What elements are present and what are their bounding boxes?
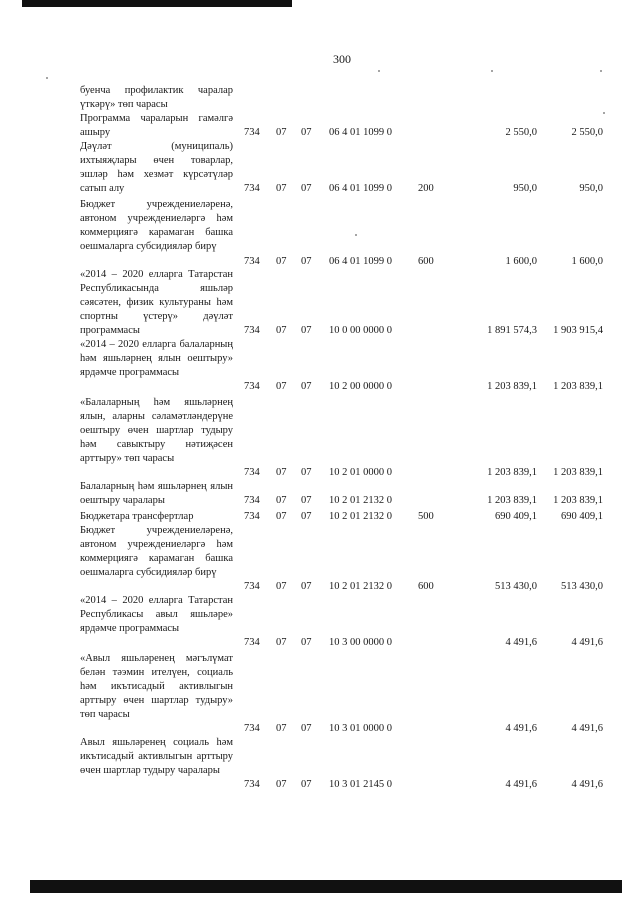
amount-year-1: 1 203 839,1: [487, 495, 537, 506]
row-description: Бюджетара трансфертлар: [80, 511, 194, 522]
expense-type-code: 200: [418, 183, 434, 194]
row-description: Бюджет учреждениеләренә, автоном учреждениеләргә һәм коммерциягә карамаган башка оешмаларга субсидияләр бирү: [80, 525, 233, 578]
subsection-code: 07: [301, 256, 312, 267]
target-article-code: 06 4 01 1099 0: [329, 256, 392, 267]
target-article-code: 06 4 01 1099 0: [329, 127, 392, 138]
expense-type-code: 600: [418, 256, 434, 267]
row-description: «Авыл яшьләренең мәгълүмат белән тәэмин ителүен, социаль һәм икътисадый активлыгын арттыру өчен шартлар тудыру» төп чарасы: [80, 653, 233, 720]
scan-speck: [378, 70, 380, 72]
row-description: «2014 – 2020 елларга Татарстан Республикасында яшьләр сәясәтен, физик культураны һәм спортны үстерү» дәүләт программасы: [80, 269, 233, 336]
row-description: буенча профилактик чаралар үткәрү» төп чарасы: [80, 85, 233, 110]
page-number: 300: [333, 52, 351, 66]
admin-code: 734: [244, 495, 260, 506]
section-code: 07: [276, 511, 287, 522]
amount-year-1: 950,0: [513, 183, 537, 194]
amount-year-1: 1 203 839,1: [487, 467, 537, 478]
subsection-code: 07: [301, 581, 312, 592]
target-article-code: 10 2 00 0000 0: [329, 381, 392, 392]
admin-code: 734: [244, 256, 260, 267]
section-code: 07: [276, 183, 287, 194]
amount-year-2: 1 203 839,1: [553, 495, 603, 506]
amount-year-2: 513 430,0: [561, 581, 603, 592]
target-article-code: 10 2 01 2132 0: [329, 511, 392, 522]
section-code: 07: [276, 723, 287, 734]
target-article-code: 10 3 01 0000 0: [329, 723, 392, 734]
section-code: 07: [276, 127, 287, 138]
subsection-code: 07: [301, 723, 312, 734]
admin-code: 734: [244, 511, 260, 522]
row-description: «2014 – 2020 елларга Татарстан Республикасы авыл яшьләре» ярдәмче программасы: [80, 595, 233, 634]
row-description: Программа чараларын гамәлгә ашыру: [80, 113, 233, 138]
admin-code: 734: [244, 127, 260, 138]
subsection-code: 07: [301, 381, 312, 392]
scan-speck: [355, 234, 357, 236]
amount-year-2: 1 600,0: [571, 256, 603, 267]
amount-year-1: 2 550,0: [505, 127, 537, 138]
target-article-code: 06 4 01 1099 0: [329, 183, 392, 194]
subsection-code: 07: [301, 495, 312, 506]
subsection-code: 07: [301, 325, 312, 336]
admin-code: 734: [244, 467, 260, 478]
row-description: Авыл яшьләренең социаль һәм икътисадый активлыгын арттыру өчен шартлар тудыру чаралары: [80, 737, 233, 776]
amount-year-2: 2 550,0: [571, 127, 603, 138]
scan-speck: [603, 112, 605, 114]
section-code: 07: [276, 467, 287, 478]
amount-year-1: 1 600,0: [505, 256, 537, 267]
admin-code: 734: [244, 581, 260, 592]
admin-code: 734: [244, 723, 260, 734]
section-code: 07: [276, 637, 287, 648]
subsection-code: 07: [301, 183, 312, 194]
amount-year-2: 4 491,6: [571, 779, 603, 790]
expense-type-code: 500: [418, 511, 434, 522]
admin-code: 734: [244, 637, 260, 648]
scan-speck: [46, 77, 48, 79]
admin-code: 734: [244, 381, 260, 392]
amount-year-2: 4 491,6: [571, 637, 603, 648]
section-code: 07: [276, 495, 287, 506]
amount-year-1: 690 409,1: [495, 511, 537, 522]
amount-year-1: 4 491,6: [505, 779, 537, 790]
target-article-code: 10 2 01 2132 0: [329, 495, 392, 506]
admin-code: 734: [244, 325, 260, 336]
amount-year-1: 1 891 574,3: [487, 325, 537, 336]
row-description: Бюджет учреждениеләренә, автоном учреждениеләргә һәм коммерциягә карамаган башка оешмаларга субсидияләр бирү: [80, 199, 233, 252]
subsection-code: 07: [301, 127, 312, 138]
target-article-code: 10 2 01 0000 0: [329, 467, 392, 478]
amount-year-1: 1 203 839,1: [487, 381, 537, 392]
subsection-code: 07: [301, 467, 312, 478]
row-description: «Балаларның һәм яшьләрнең ялын, аларны сәламәтләндерүне оештыру өчен шартлар тудыру һәм савыктыру нәтиҗәсен арттыру» төп чарасы: [80, 397, 233, 464]
amount-year-1: 4 491,6: [505, 637, 537, 648]
target-article-code: 10 3 00 0000 0: [329, 637, 392, 648]
amount-year-2: 690 409,1: [561, 511, 603, 522]
amount-year-1: 513 430,0: [495, 581, 537, 592]
scan-border-bottom: [30, 880, 622, 893]
scan-speck: [491, 70, 493, 72]
scan-speck: [600, 70, 602, 72]
admin-code: 734: [244, 183, 260, 194]
target-article-code: 10 2 01 2132 0: [329, 581, 392, 592]
section-code: 07: [276, 779, 287, 790]
amount-year-2: 1 203 839,1: [553, 467, 603, 478]
subsection-code: 07: [301, 779, 312, 790]
amount-year-2: 950,0: [579, 183, 603, 194]
row-description: «2014 – 2020 елларга балаларның һәм яшьләрнең ялын оештыру» ярдәмче программасы: [80, 339, 233, 378]
expense-type-code: 600: [418, 581, 434, 592]
target-article-code: 10 0 00 0000 0: [329, 325, 392, 336]
scan-border-top: [22, 0, 292, 7]
subsection-code: 07: [301, 511, 312, 522]
amount-year-1: 4 491,6: [505, 723, 537, 734]
section-code: 07: [276, 381, 287, 392]
section-code: 07: [276, 325, 287, 336]
amount-year-2: 1 203 839,1: [553, 381, 603, 392]
amount-year-2: 4 491,6: [571, 723, 603, 734]
target-article-code: 10 3 01 2145 0: [329, 779, 392, 790]
row-description: Дәүләт (муниципаль) ихтыяҗлары өчен товарлар, эшләр һәм хезмәт күрсәтүләр сатып алу: [80, 141, 233, 194]
amount-year-2: 1 903 915,4: [553, 325, 603, 336]
admin-code: 734: [244, 779, 260, 790]
row-description: Балаларның һәм яшьләрнең ялын оештыру чаралары: [80, 481, 233, 506]
section-code: 07: [276, 256, 287, 267]
section-code: 07: [276, 581, 287, 592]
subsection-code: 07: [301, 637, 312, 648]
